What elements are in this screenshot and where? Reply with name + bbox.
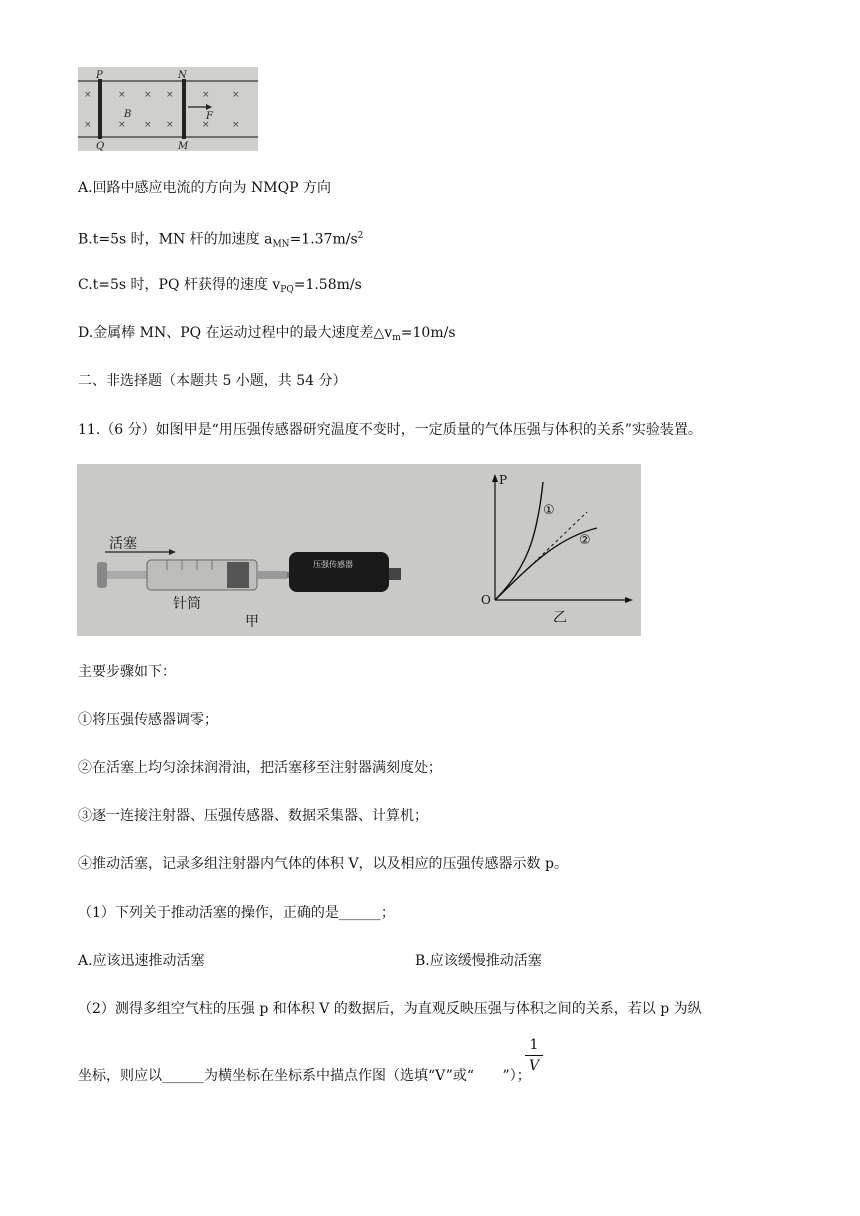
svg-text:×: × (232, 90, 240, 100)
label-q: Q (96, 141, 105, 151)
answer-blank-2[interactable]: ______ (162, 1068, 204, 1084)
svg-text:压强传感器: 压强传感器 (313, 560, 353, 569)
fig-yi-label: 乙 (553, 610, 567, 622)
curve-1-label: ① (543, 503, 555, 518)
label-f: F (206, 111, 213, 122)
svg-text:×: × (166, 90, 174, 100)
field-crosses (84, 90, 240, 130)
step-3: ③逐一连接注射器、压强传感器、数据采集器、计算机； (78, 808, 428, 824)
steps-intro: 主要步骤如下： (78, 664, 176, 680)
part1-option-a: A.应该迅速推动活塞 (78, 953, 205, 969)
p-v-graph (477, 472, 637, 622)
svg-text:×: × (232, 120, 240, 130)
part1-question: （1）下列关于推动活塞的操作，正确的是______； (78, 905, 395, 921)
pressure-sensor (289, 552, 389, 592)
label-n: N (178, 70, 187, 81)
svg-text:×: × (202, 90, 210, 100)
origin-label: O (481, 593, 491, 607)
svg-text:×: × (144, 90, 152, 100)
part2-line2: 坐标，则应以______为横坐标在坐标系中描点作图（选填“V”或“ ”）； (78, 1068, 531, 1084)
option-c: C.t=5s 时，PQ 杆获得的速度 $v_{PQ}=1.58m/s$ (78, 277, 362, 295)
svg-text:×: × (118, 90, 126, 100)
part1-option-b: B.应该缓慢推动活塞 (415, 953, 542, 969)
rails-figure (78, 67, 258, 151)
y-axis-label: P (499, 473, 508, 487)
svg-text:×: × (144, 120, 152, 130)
curve-1 (495, 482, 543, 600)
svg-text:×: × (84, 90, 92, 100)
rod-pq (98, 79, 102, 139)
svg-text:×: × (166, 120, 174, 130)
syringe-figure (77, 464, 641, 636)
fig-jia-label: 甲 (245, 614, 259, 630)
barrel-label: 针筒 (173, 596, 201, 612)
label-m: M (178, 141, 189, 151)
q11-stem: 11.（6 分）如图甲是“用压强传感器研究温度不变时，一定质量的气体压强与体积的关系”实验装置。 (78, 422, 702, 438)
option-a: A.回路中感应电流的方向为 NMQP 方向 (78, 180, 331, 196)
step-1: ①将压强传感器调零； (78, 712, 218, 728)
piston-label: 活塞 (109, 536, 137, 552)
svg-text:×: × (118, 120, 126, 130)
label-b: B (124, 109, 132, 120)
label-p: P (96, 70, 103, 81)
answer-blank-1[interactable]: ______ (338, 905, 381, 921)
rod-mn (182, 79, 186, 139)
curve-2-label: ② (579, 533, 591, 548)
step-2: ②在活塞上均匀涂抹润滑油，把活塞移至注射器满刻度处； (78, 760, 442, 776)
fraction-one-over-v: 1 V (523, 1036, 545, 1075)
svg-text:×: × (84, 120, 92, 130)
part2-line1: （2）测得多组空气柱的压强 p 和体积 V 的数据后，为直观反映压强与体积之间的关系，若以 p 为纵 (78, 1001, 702, 1017)
step-4: ④推动活塞，记录多组注射器内气体的体积 V，以及相应的压强传感器示数 p。 (78, 856, 568, 872)
option-d: D.金属棒 MN、PQ 在运动过程中的最大速度差$\triangle v_m=10m/s$ (78, 325, 456, 343)
svg-text:×: × (202, 120, 210, 130)
option-b: B.t=5s 时，MN 杆的加速度 $a_{MN}=1.37m/s^2$ (78, 231, 364, 250)
rails-diagram (78, 67, 258, 151)
plunger-handle (97, 562, 107, 588)
section-title: 二、非选择题（本题共 5 小题，共 54 分） (78, 373, 347, 389)
